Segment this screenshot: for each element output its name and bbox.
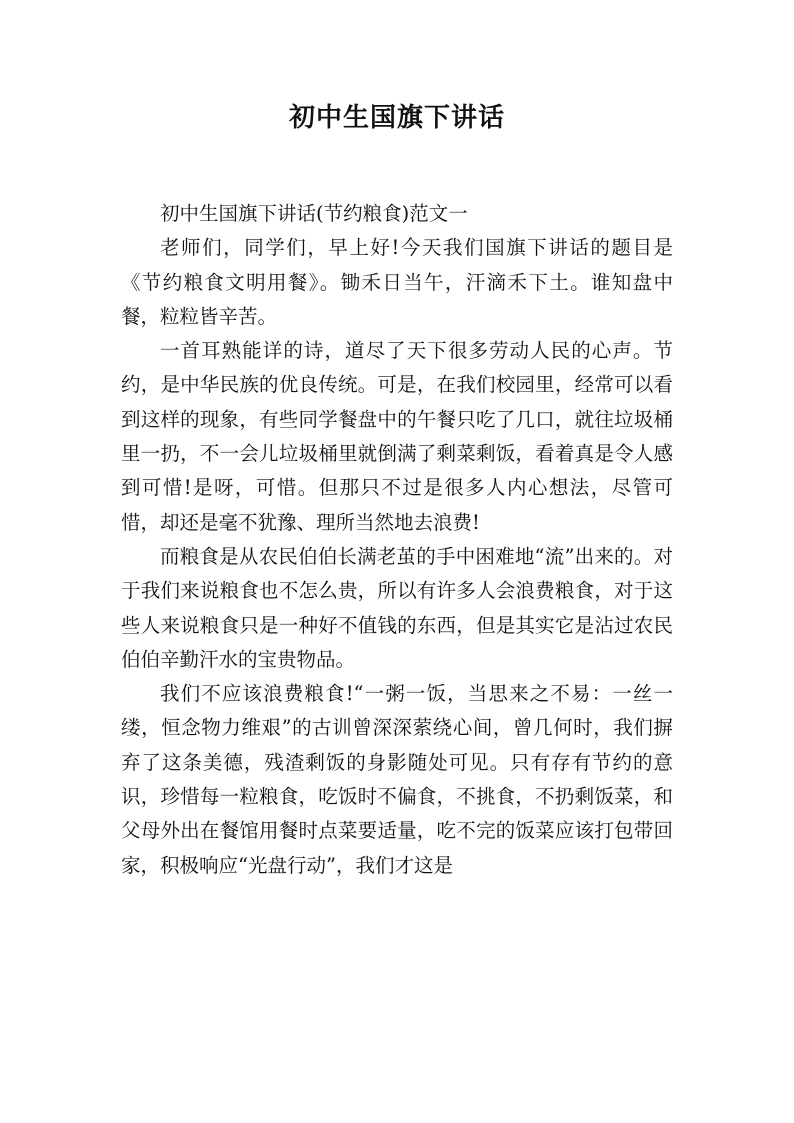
body-paragraph: 老师们，同学们，早上好!今天我们国旗下讲话的题目是《节约粮食文明用餐》。锄禾日当午，汗滴禾下土。谁知盘中餐，粒粒皆辛苦。 — [121, 236, 673, 328]
subtitle-paragraph: 初中生国旗下讲话(节约粮食)范文一 — [160, 202, 468, 225]
body-paragraph: 而粮食是从农民伯伯长满老茧的手中困难地“流”出来的。对于我们来说粮食也不怎么贵，所以有许多人会浪费粮食，对于这些人来说粮食只是一种好不值钱的东西，但是其实它是沾过农民伯伯辛勤汗水的宝贵物品。 — [121, 544, 673, 671]
page-title: 初中生国旗下讲话 — [288, 103, 505, 133]
body-paragraph: 我们不应该浪费粮食!“一粥一饭，当思来之不易：一丝一缕，恒念物力维艰”的古训曾深深萦绕心间，曾几何时，我们摒弃了这条美德，残渣剩饭的身影随处可见。只有存有节约的意识，珍惜每一粒粮食，吃饭时不偏食，不挑食，不扔剩饭菜，和父母外出在餐馆用餐时点菜要适量，吃不完的饭菜应该打包带回家，积极响应“光盘行动”，我们才这是 — [121, 682, 673, 877]
document-body — [121, 197, 673, 883]
body-paragraph: 一首耳熟能详的诗，道尽了天下很多劳动人民的心声。节约，是中华民族的优良传统。可是，在我们校园里，经常可以看到这样的现象，有些同学餐盘中的午餐只吃了几口，就往垃圾桶里一扔，不一会儿垃圾桶里就倒满了剩菜剩饭，看着真是令人感到可惜!是呀，可惜。但那只不过是很多人内心想法，尽管可惜，却还是毫不犹豫、理所当然地去浪费! — [121, 339, 673, 534]
